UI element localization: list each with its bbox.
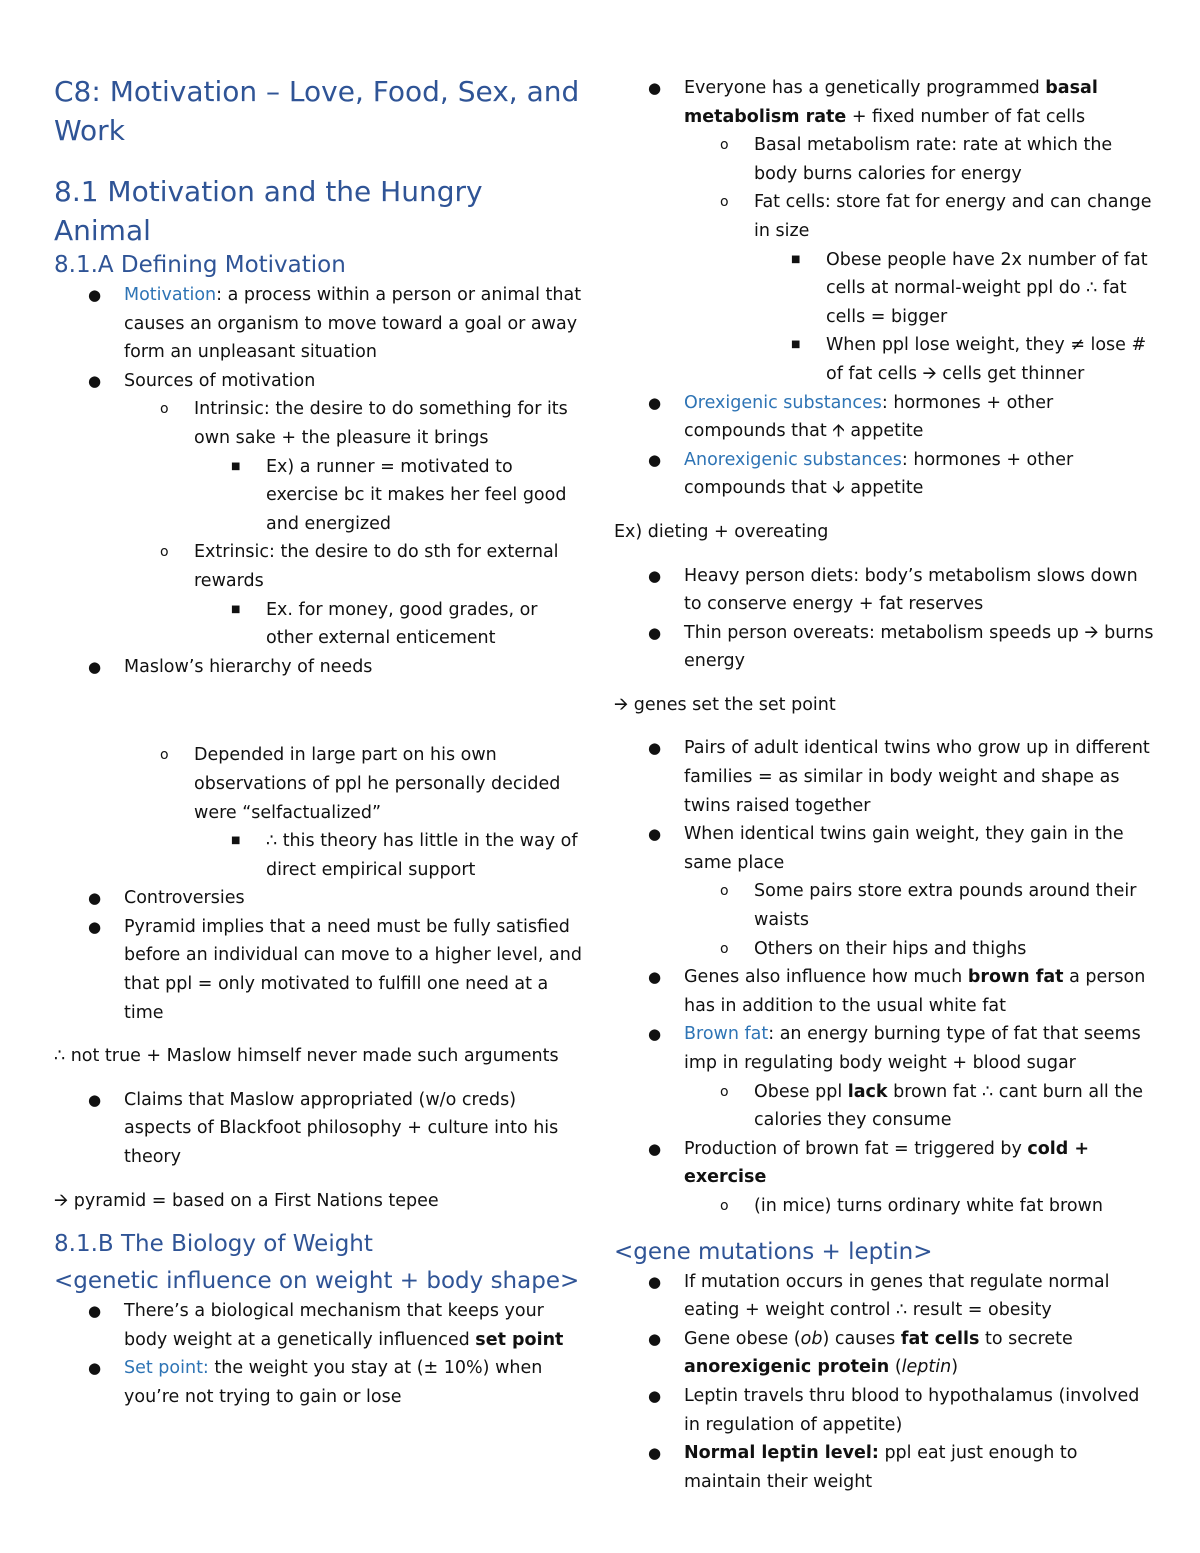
term-set-point-def: Set point:: [124, 1358, 209, 1379]
list-item-text: Thin person overeats: metabolism speeds up 🡪 burns energy: [684, 622, 1154, 672]
circle-marker: o: [720, 1197, 729, 1214]
section-heading-8-1-b: 8.1.B The Biology of Weight: [54, 1231, 373, 1258]
bullet-marker: ●: [88, 917, 102, 936]
list-item: [614, 734, 1154, 820]
list-item: [54, 913, 584, 1027]
bullet-marker: ●: [648, 825, 662, 844]
bullet-marker: ●: [648, 968, 662, 987]
bullet-marker: ●: [648, 623, 662, 642]
bullet-marker: ●: [648, 1139, 662, 1158]
list-item: [614, 1192, 1154, 1221]
list-item: [614, 1268, 1154, 1325]
list-item-text: Ex. for money, good grades, or other external enticement: [266, 599, 538, 649]
blank-space: [54, 681, 584, 741]
list-item: [614, 1078, 1154, 1135]
circle-marker: o: [720, 940, 729, 957]
list-item-text: Sources of motivation: [124, 370, 316, 391]
list-item-text: + fixed number of fat cells: [846, 106, 1086, 127]
list-item: [614, 619, 1154, 676]
bullet-marker: ●: [648, 566, 662, 585]
bullet-marker: ●: [648, 1386, 662, 1405]
list-item: [614, 131, 1154, 188]
term-normal-leptin: Normal leptin level:: [684, 1443, 879, 1464]
list-item: ● Gene obese (ob) causes fat cells to secrete anorexigenic protein (leptin): [614, 1325, 1154, 1382]
list-item: [614, 1382, 1154, 1439]
list-item: [54, 281, 584, 367]
list-item-text: Heavy person diets: body’s metabolism slows down to conserve energy + fat reserves: [684, 565, 1138, 615]
list-item-text: Everyone has a genetically programmed: [684, 78, 1046, 98]
bullet-marker: ●: [648, 739, 662, 758]
list-item: [614, 1439, 1154, 1496]
left-column: [54, 72, 584, 1412]
list-item-text: Others on their hips and thighs: [754, 938, 1027, 959]
right-body-2: [614, 1268, 1154, 1497]
right-body: [614, 74, 1154, 1237]
list-item: [54, 653, 584, 682]
list-item-text: Basal metabolism rate: rate at which the body burns calories for energy: [754, 135, 1113, 184]
list-item: [614, 935, 1154, 964]
square-marker: ■: [791, 339, 801, 351]
chapter-title: C8: Motivation – Love, Food, Sex, and Work: [54, 75, 580, 147]
bullet-marker: ●: [648, 1329, 662, 1348]
list-item-text: Production of brown fat = triggered by: [684, 1138, 1028, 1159]
list-item: [54, 596, 584, 653]
square-marker: ■: [231, 460, 241, 472]
list-item: [614, 188, 1154, 245]
list-item: [614, 389, 1154, 446]
list-item-text: Intrinsic: the desire to do something for its own sake + the pleasure it brings: [194, 399, 568, 448]
paragraph: 🡪 genes set the set point: [614, 694, 836, 715]
bullet-marker: ●: [648, 79, 662, 97]
square-marker: ■: [791, 253, 801, 265]
list-item-text: Maslow’s hierarchy of needs: [124, 656, 373, 677]
definition-text: the weight you stay at (± 10%) when you’re not trying to gain or lose: [124, 1358, 543, 1407]
term-bmr: basal metabolism rate: [684, 78, 1098, 127]
definition-text: ppl eat just enough to maintain their weight: [684, 1443, 1078, 1492]
list-item-text: a person has in addition to the usual white fat: [684, 967, 1146, 1016]
list-item: [614, 1020, 1154, 1077]
list-item-text: ∴ this theory has little in the way of direct empirical support: [266, 831, 578, 880]
list-item-text: Extrinsic: the desire to do sth for external rewards: [194, 542, 559, 591]
list-item: [54, 367, 584, 396]
square-marker: ■: [231, 603, 241, 615]
list-item: [54, 1354, 584, 1411]
definition-text: : hormones + other compounds that 🡩 appetite: [684, 392, 1054, 442]
subheading-genetic-influence: <genetic influence on weight + body shape>: [54, 1268, 580, 1295]
circle-marker: o: [720, 137, 729, 154]
term-orexigenic: Orexigenic substances: [684, 392, 882, 413]
paragraph: ∴ not true + Maslow himself never made such arguments: [54, 1046, 559, 1067]
term-brown-fat-def: Brown fat: [684, 1024, 769, 1045]
list-item-text: Obese people have 2x number of fat cells at normal-weight ppl do ∴ fat cells = bigger: [826, 249, 1148, 327]
list-item-text: When identical twins gain weight, they gain in the same place: [684, 824, 1124, 873]
list-item: [614, 74, 1154, 131]
list-item: [614, 963, 1154, 1020]
list-item: [614, 446, 1154, 503]
list-item: [614, 820, 1154, 877]
paragraph: Ex) dieting + overeating: [614, 521, 829, 542]
list-item: [614, 331, 1154, 388]
list-item-text: Depended in large part on his own observations of ppl he personally decided were “selfactualized”: [194, 745, 561, 823]
bullet-marker: ●: [88, 1090, 102, 1109]
list-item-text: Controversies: [124, 888, 245, 909]
list-item-text: When ppl lose weight, they ≠ lose # of fat cells 🡪 cells get thinner: [826, 335, 1147, 384]
bullet-marker: ●: [648, 1444, 662, 1463]
list-item-text: Leptin travels thru blood to hypothalamus (involved in regulation of appetite): [684, 1385, 1140, 1435]
circle-marker: o: [160, 401, 169, 418]
list-item-text: Fat cells: store fat for energy and can change in size: [754, 192, 1152, 241]
list-item: [54, 827, 584, 884]
circle-marker: o: [160, 747, 169, 764]
definition-text: : a process within a person or animal that causes an organism to move toward a goal or away form an unpleasant situation: [124, 285, 582, 363]
definition-text: : an energy burning type of fat that seems imp in regulating body weight + blood sugar: [684, 1024, 1141, 1073]
right-column: [614, 74, 1154, 1496]
bullet-marker: ●: [88, 371, 102, 390]
circle-marker: o: [720, 883, 729, 900]
list-item-text: Genes also influence how much: [684, 967, 968, 988]
list-item-text: brown fat ∴ cant burn all the calories they consume: [754, 1081, 1144, 1131]
list-item: [54, 884, 584, 913]
circle-marker: o: [160, 544, 169, 561]
circle-marker: o: [720, 1083, 729, 1100]
emphasis: cold + exercise: [684, 1138, 1090, 1188]
bullet-marker: ●: [88, 889, 102, 908]
bullet-marker: ●: [648, 450, 662, 469]
term-motivation: Motivation: [124, 285, 217, 305]
bullet-marker: ●: [88, 657, 102, 676]
list-item: [54, 538, 584, 595]
left-body: [54, 281, 584, 1229]
list-item-text: Pairs of adult identical twins who grow up in different families = as similar in body weight and shape as twins raised together: [684, 738, 1150, 816]
list-item-text: Pyramid implies that a need must be fully satisfied before an individual can move to a higher level, and that ppl = only motivated to fulfill one need at a time: [124, 916, 582, 1023]
list-item: [54, 395, 584, 452]
bullet-marker: ●: [648, 1272, 662, 1291]
list-item-text: Claims that Maslow appropriated (w/o creds) aspects of Blackfoot philosophy + culture into his theory: [124, 1089, 559, 1168]
list-item: [614, 562, 1154, 619]
bullet-marker: ●: [88, 1359, 102, 1378]
circle-marker: o: [720, 194, 729, 211]
section-heading-8-1-a: 8.1.A Defining Motivation: [54, 252, 346, 278]
paragraph: 🡪 pyramid = based on a First Nations tepee: [54, 1190, 439, 1211]
left-body-2: [54, 1297, 584, 1411]
term-anorexigenic: Anorexigenic substances: [684, 449, 902, 470]
subheading-gene-mutations-leptin: <gene mutations + leptin>: [614, 1238, 933, 1265]
list-item: [54, 453, 584, 539]
list-item: [614, 246, 1154, 332]
section-heading-8-1: 8.1 Motivation and the Hungry Animal: [54, 175, 483, 247]
list-item-text: Ex) a runner = motivated to exercise bc it makes her feel good and energized: [266, 456, 567, 534]
list-item-text: There’s a biological mechanism that keeps your body weight at a genetically influenced: [124, 1301, 544, 1350]
list-item-text: (in mice) turns ordinary white fat brown: [754, 1195, 1103, 1216]
list-item: [54, 741, 584, 827]
list-item-text: If mutation occurs in genes that regulate normal eating + weight control ∴ result = obesity: [684, 1271, 1110, 1321]
bullet-marker: ●: [88, 1302, 102, 1321]
list-item: [614, 877, 1154, 934]
definition-text: : hormones + other compounds that 🡫 appetite: [684, 449, 1074, 499]
list-item: [614, 1135, 1154, 1192]
bullet-marker: ●: [648, 393, 662, 412]
list-item: [54, 1086, 584, 1172]
bullet-marker: ●: [88, 286, 102, 304]
list-item: [54, 1297, 584, 1354]
list-item-text: Some pairs store extra pounds around their waists: [754, 881, 1137, 931]
bullet-marker: ●: [648, 1025, 662, 1044]
square-marker: ■: [231, 835, 241, 847]
term-brown-fat: brown fat: [967, 967, 1064, 988]
emphasis: lack: [847, 1081, 888, 1102]
term-set-point: set point: [475, 1329, 564, 1350]
list-item-text: Obese ppl: [754, 1081, 848, 1102]
